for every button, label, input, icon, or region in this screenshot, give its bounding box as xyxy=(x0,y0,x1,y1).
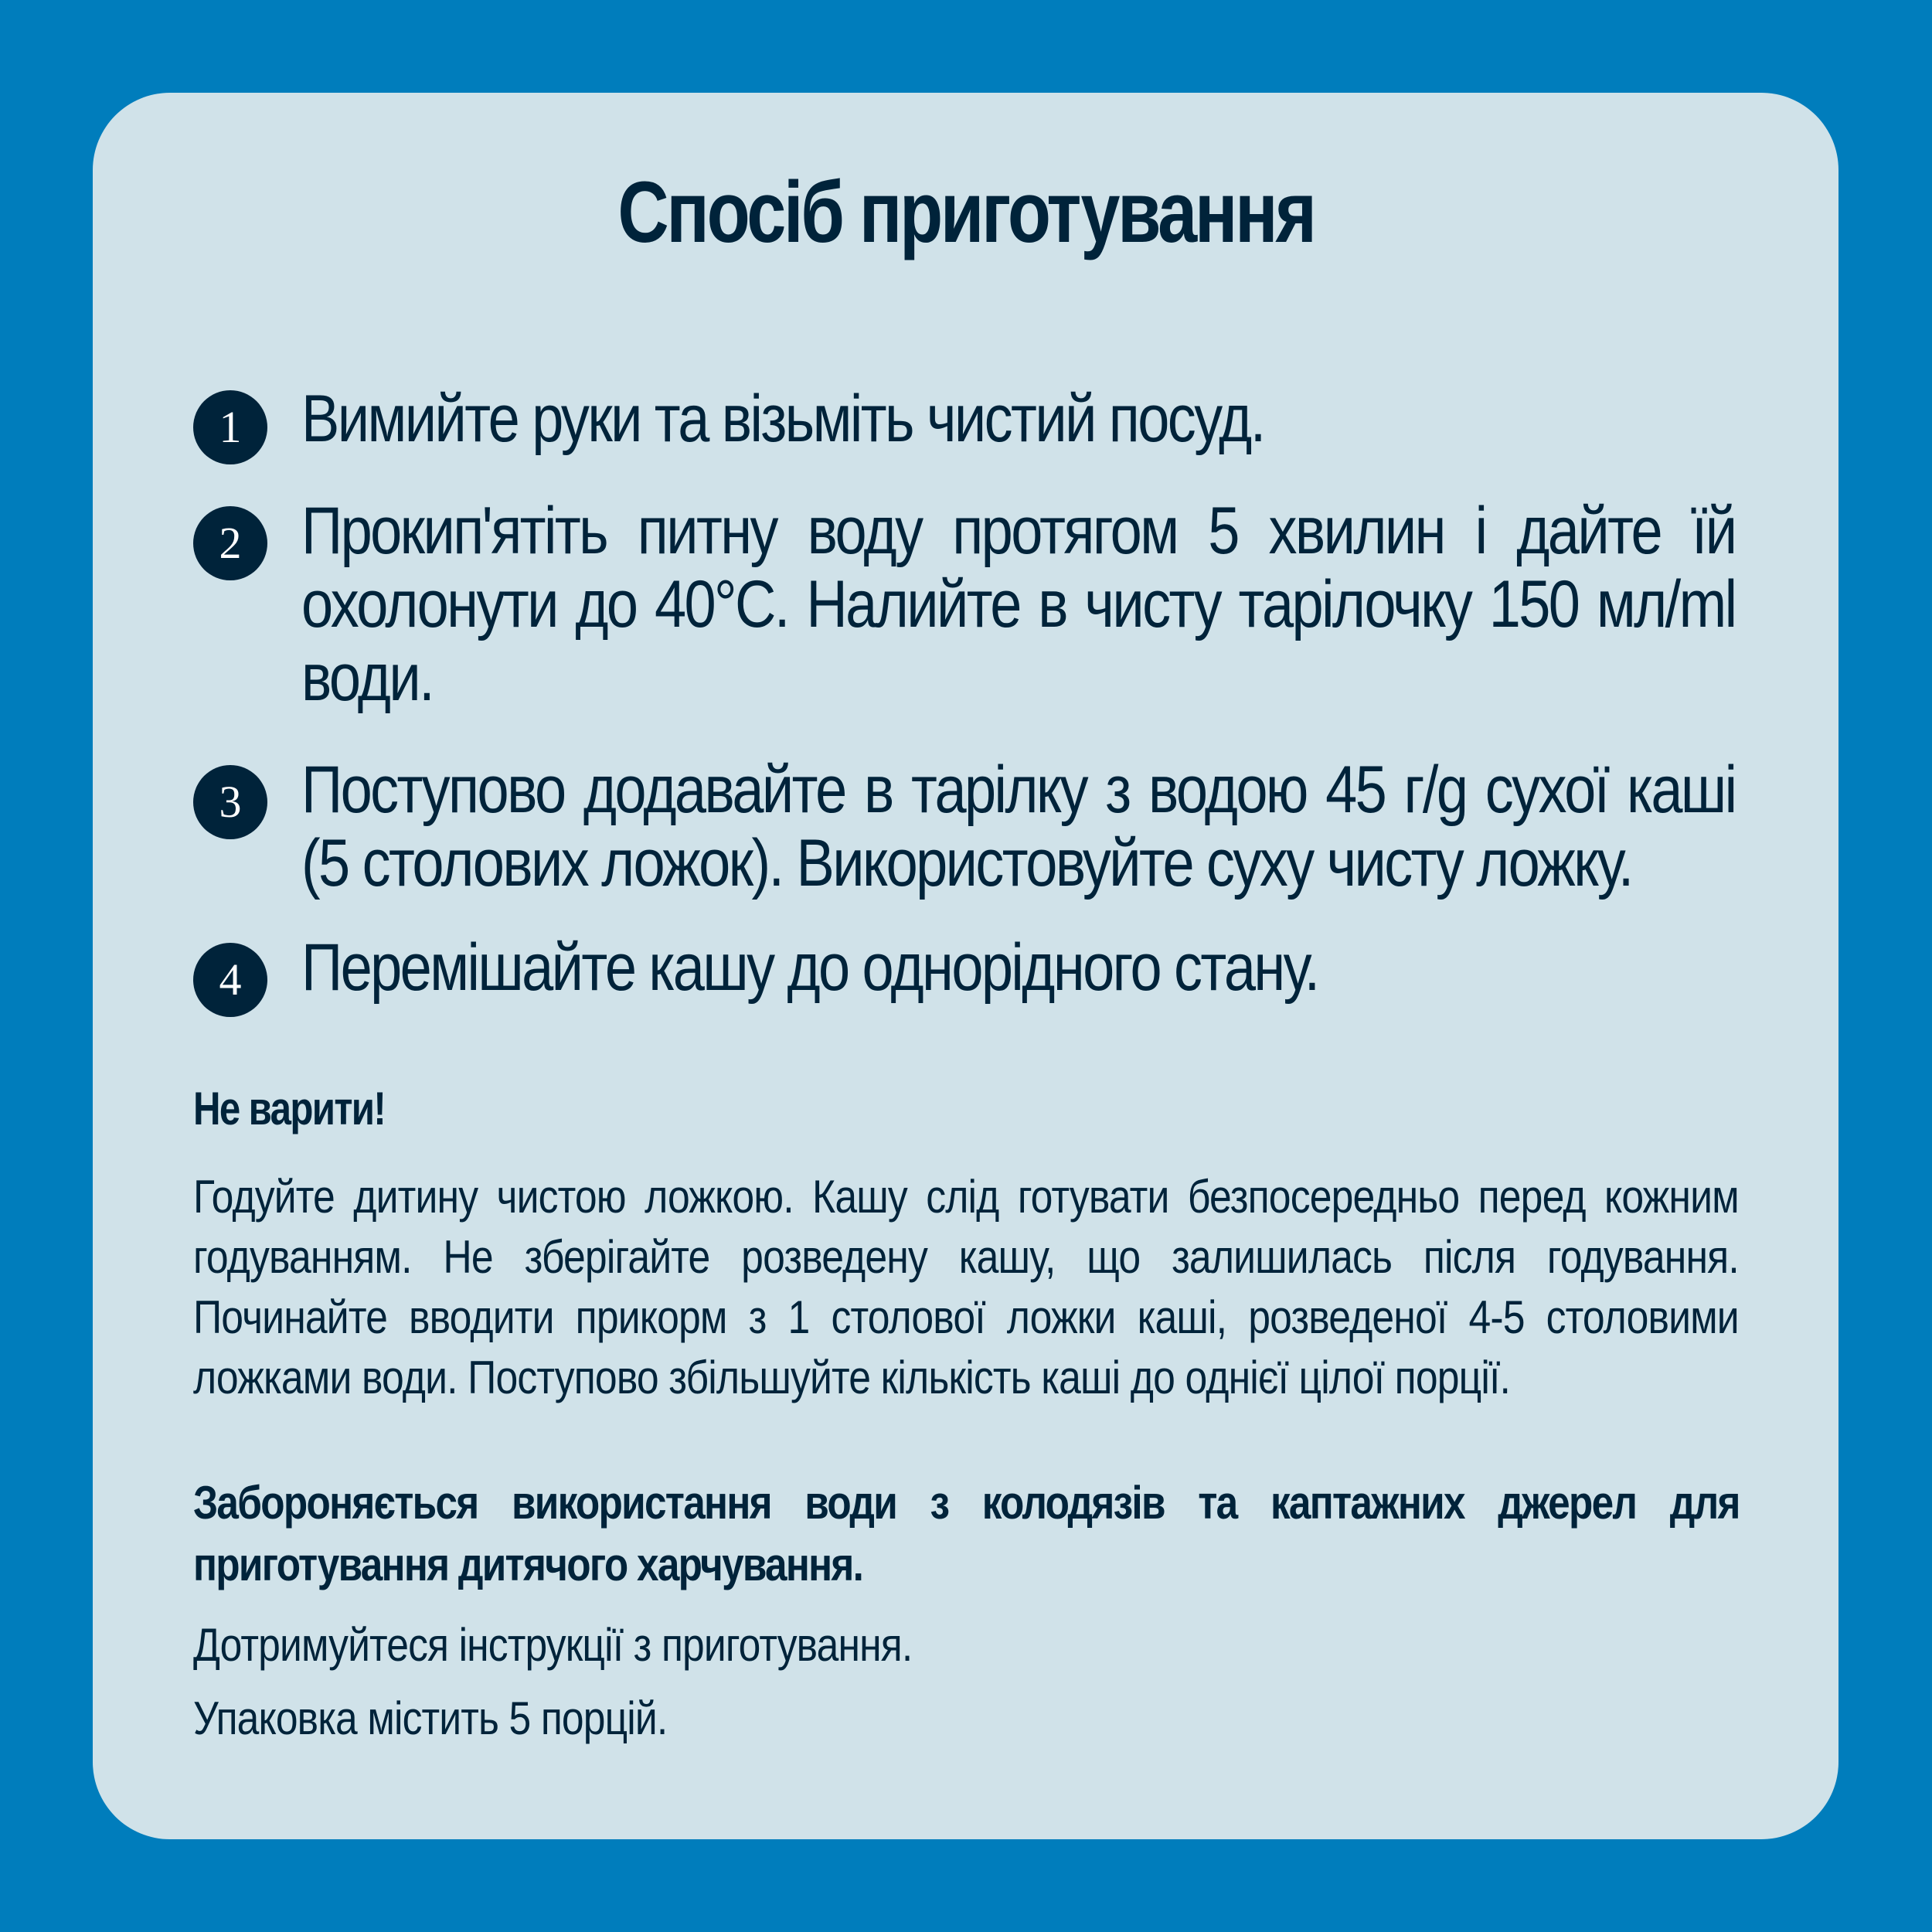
step-text: Прокип'ятіть питну воду протягом 5 хвилин і дайте їй охолонути до 40°С. Налийте в чисту тарілочку 150 мл/ml води. xyxy=(301,494,1736,715)
follow-instructions-text: Дотримуйтеся інструкції з приготування. xyxy=(193,1619,913,1671)
step-text: Поступово додавайте в тарілку з водою 45 г/g сухої каші (5 столових ложок). Використовуйте суху чисту ложку. xyxy=(301,753,1736,900)
step-text: Вимийте руки та візьміть чистий посуд. xyxy=(301,382,1264,456)
feeding-paragraph: Годуйте дитину чистою ложкою. Кашу слід готувати безпосередньо перед кожним годуванням. Не зберігайте розведену кашу, що залишилась після годування. Починайте вводити прикорм з 1 столової ложки каші, розведеної 4-5 столовими ложками води. Поступово збільшуйте кількість каші до однієї цілої порції. xyxy=(193,1171,1739,1403)
no-boil-warning: Не варити! xyxy=(193,1083,386,1134)
step-number-badge: 1 xyxy=(193,390,267,464)
step-number-badge: 4 xyxy=(193,943,267,1017)
water-warning: Забороняється використання води з колодязів та каптажних джерел для приготування дитячого харчування. xyxy=(193,1477,1740,1590)
page-title: Спосіб приготування xyxy=(617,164,1315,260)
package-contents-text: Упаковка містить 5 порцій. xyxy=(193,1692,668,1744)
step-number-badge: 3 xyxy=(193,765,267,839)
step-number-badge: 2 xyxy=(193,506,267,580)
step-text: Перемішайте кашу до однорідного стану. xyxy=(301,930,1318,1005)
